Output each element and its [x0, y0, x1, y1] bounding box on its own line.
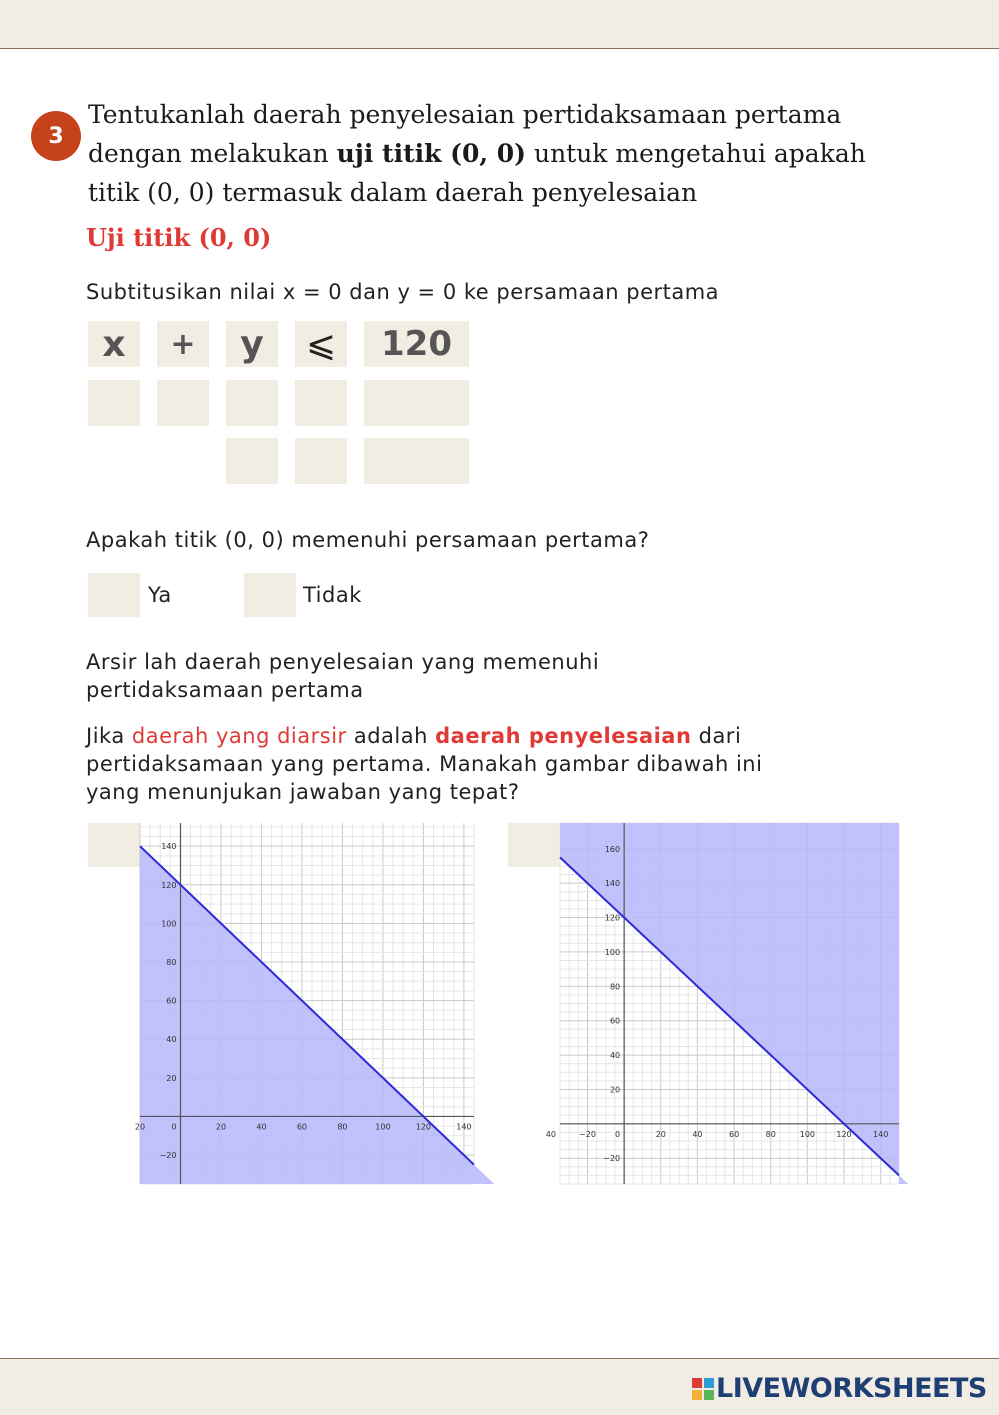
top-band [0, 0, 999, 48]
header-cell-x: x [88, 321, 140, 367]
y-tick-label: 40 [166, 1035, 177, 1045]
answer-input-plus[interactable] [157, 380, 209, 426]
question-bold: uji titik (0, 0) [336, 139, 527, 168]
answer-input-sign[interactable] [295, 380, 347, 426]
y-tick-label: 160 [604, 844, 621, 854]
no-checkbox[interactable] [244, 573, 296, 617]
x-tick-label: 20 [215, 1122, 227, 1132]
prompt-a: Jika [86, 724, 132, 748]
origin-label: 0 [171, 1122, 177, 1132]
prompt-highlight: daerah yang diarsir [131, 724, 347, 748]
y-tick-label: 20 [609, 1085, 621, 1095]
no-label: Tidak [303, 583, 362, 607]
question-part2: untuk mengetahui apakah titik (0, 0) termasuk dalam daerah penyelesaian [88, 139, 866, 207]
x-tick-label: 140 [456, 1122, 472, 1132]
y-tick-label: 20 [166, 1073, 177, 1083]
yes-checkbox[interactable] [88, 573, 140, 617]
x-tick-label: 40 [545, 1129, 556, 1139]
header-cell-leq: ⩽ [295, 321, 347, 367]
y-tick-label: 120 [161, 880, 177, 890]
y-tick-label: 60 [166, 996, 177, 1006]
prompt-e: dari pertidaksamaan yang pertama. Manakah gambar dibawah ini yang menunjukan jawaban yang tepat? [86, 724, 763, 804]
check-question: Apakah titik (0, 0) memenuhi persamaan pertama? [86, 528, 650, 552]
y-tick-label: 140 [161, 842, 177, 852]
graph-option-b [545, 823, 899, 1184]
x-tick-label: 120 [415, 1122, 432, 1132]
question-part1: Tentukanlah daerah penyelesaian pertidaksamaan pertama dengan melakukan [88, 100, 842, 168]
prompt-c: adalah [346, 724, 436, 748]
prompt-text [86, 722, 816, 806]
subheading: Uji titik (0, 0) [86, 223, 272, 252]
y-tick-label: 120 [604, 913, 621, 923]
answer-input-sign-2[interactable] [295, 438, 347, 484]
x-tick-label: 20 [655, 1129, 666, 1139]
y-tick-label: 100 [604, 947, 621, 957]
x-tick-label: 140 [873, 1129, 889, 1139]
prompt-bold-highlight: daerah penyelesaian [435, 724, 692, 748]
answer-input-y[interactable] [226, 380, 278, 426]
y-tick-label: −20 [603, 1154, 621, 1164]
yes-label: Ya [148, 583, 172, 607]
header-cell-plus: + [157, 321, 209, 367]
y-tick-label: 80 [609, 982, 621, 992]
header-cell-120: 120 [364, 321, 469, 367]
y-tick-label: 40 [609, 1051, 621, 1061]
question-number: 3 [48, 123, 64, 149]
answer-input-sum[interactable] [226, 438, 278, 484]
option-a-checkbox[interactable] [88, 823, 140, 867]
y-tick-label: 100 [161, 919, 177, 929]
y-tick-label: −20 [159, 1151, 177, 1161]
liveworksheets-logo [692, 1373, 987, 1404]
answer-input-value-2[interactable] [364, 438, 469, 484]
origin-label: 0 [615, 1129, 621, 1139]
x-tick-label: 40 [256, 1122, 267, 1132]
x-tick-label: 60 [728, 1129, 740, 1139]
y-tick-label: 60 [609, 1016, 621, 1026]
option-b-checkbox[interactable] [508, 823, 560, 867]
shade-instruction: Arsir lah daerah penyelesaian yang memenuhi pertidaksamaan pertama [86, 650, 600, 702]
x-tick-label: 40 [692, 1129, 703, 1139]
x-tick-label: 120 [836, 1129, 852, 1139]
y-tick-label: 80 [166, 957, 177, 967]
logo-text: LIVEWORKSHEETS [716, 1373, 987, 1404]
answer-input-value[interactable] [364, 380, 469, 426]
question-number-badge [31, 111, 81, 161]
x-tick-label: 100 [799, 1129, 816, 1139]
x-tick-label: 80 [337, 1122, 348, 1132]
header-cell-y: y [226, 321, 278, 367]
x-tick-label: −20 [579, 1129, 596, 1139]
y-tick-label: 140 [604, 879, 621, 889]
answer-input-x[interactable] [88, 380, 140, 426]
x-tick-label: 60 [296, 1122, 308, 1132]
top-divider [0, 48, 999, 49]
question-text [88, 95, 878, 212]
instruction-text: Subtitusikan nilai x = 0 dan y = 0 ke persamaan pertama [86, 280, 720, 304]
x-tick-label: 100 [375, 1122, 391, 1132]
x-tick-label: 80 [765, 1129, 776, 1139]
logo-mark-icon [692, 1378, 714, 1400]
x-tick-label: 20 [134, 1122, 146, 1132]
graph-option-a [134, 823, 474, 1184]
